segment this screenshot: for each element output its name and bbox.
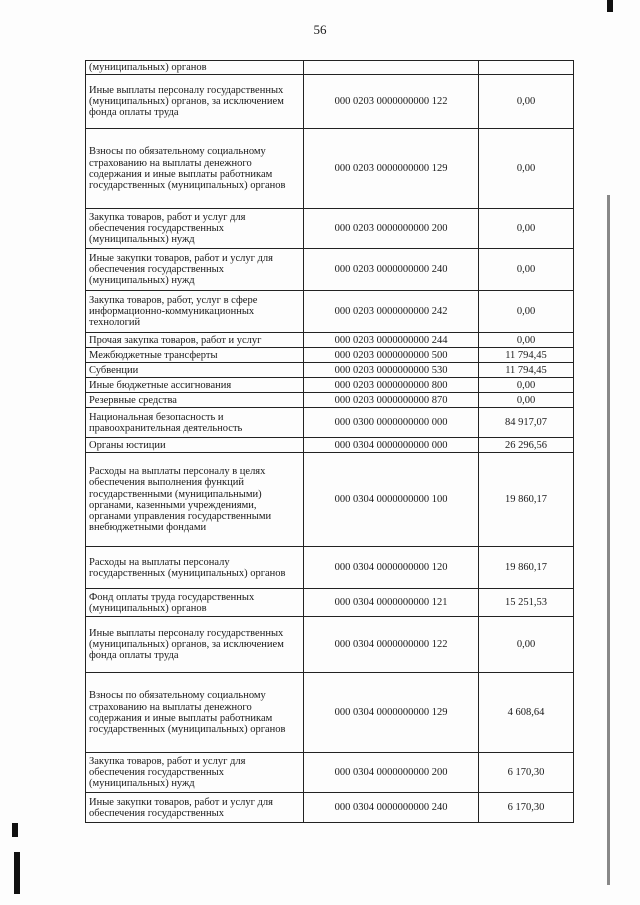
row-code: 000 0304 0000000000 200 (304, 753, 479, 793)
row-code: 000 0203 0000000000 530 (304, 363, 479, 378)
row-sum: 0,00 (479, 393, 574, 408)
row-sum: 0,00 (479, 617, 574, 673)
row-sum: 0,00 (479, 249, 574, 291)
row-name: Фонд оплаты труда государственных (муниципальных) органов (86, 589, 304, 617)
row-sum (479, 61, 574, 75)
table-row (86, 249, 574, 291)
table-row (86, 75, 574, 129)
table-row (86, 61, 574, 75)
row-code: 000 0304 0000000000 121 (304, 589, 479, 617)
row-name: Прочая закупка товаров, работ и услуг (86, 333, 304, 348)
row-sum: 0,00 (479, 75, 574, 129)
row-code: 000 0203 0000000000 500 (304, 348, 479, 363)
row-sum: 19 860,17 (479, 453, 574, 547)
page-number: 56 (313, 22, 327, 37)
table-row (86, 348, 574, 363)
row-sum: 0,00 (479, 129, 574, 209)
row-sum: 0,00 (479, 209, 574, 249)
row-name: Иные выплаты персоналу государственных (муниципальных) органов, за исключением фонда оплаты труда (86, 75, 304, 129)
row-name: Расходы на выплаты персоналу в целях обеспечения выполнения функций государственными (муниципальными) органами, казенными учреждениями, органами управления государственными внебюджетными фондами (86, 453, 304, 547)
row-code: 000 0203 0000000000 129 (304, 129, 479, 209)
row-code: 000 0203 0000000000 122 (304, 75, 479, 129)
row-name: Органы юстиции (86, 438, 304, 453)
row-code: 000 0304 0000000000 122 (304, 617, 479, 673)
table-row (86, 589, 574, 617)
row-name: Межбюджетные трансферты (86, 348, 304, 363)
row-sum: 6 170,30 (479, 793, 574, 823)
row-sum: 6 170,30 (479, 753, 574, 793)
table-row (86, 209, 574, 249)
row-code: 000 0203 0000000000 800 (304, 378, 479, 393)
row-name: Закупка товаров, работ, услуг в сфере информационно-коммуникационных технологий (86, 291, 304, 333)
table-row (86, 333, 574, 348)
row-sum: 0,00 (479, 333, 574, 348)
table-row (86, 793, 574, 823)
table-body (86, 61, 574, 823)
row-sum: 0,00 (479, 378, 574, 393)
table-row (86, 291, 574, 333)
budget-table (85, 60, 574, 823)
table-row (86, 378, 574, 393)
scan-artifact (14, 852, 20, 894)
row-name: Закупка товаров, работ и услуг для обеспечения государственных (муниципальных) нужд (86, 753, 304, 793)
table-row (86, 753, 574, 793)
table-row (86, 673, 574, 753)
row-name: Иные бюджетные ассигнования (86, 378, 304, 393)
table-row (86, 363, 574, 378)
table-row (86, 408, 574, 438)
row-sum: 26 296,56 (479, 438, 574, 453)
row-code: 000 0203 0000000000 244 (304, 333, 479, 348)
scan-artifact (607, 195, 610, 885)
row-code (304, 61, 479, 75)
row-code: 000 0304 0000000000 120 (304, 547, 479, 589)
row-name: Национальная безопасность и правоохранительная деятельность (86, 408, 304, 438)
row-sum: 4 608,64 (479, 673, 574, 753)
table-row (86, 129, 574, 209)
row-name: Взносы по обязательному социальному страхованию на выплаты денежного содержания и иные выплаты работникам государственных (муниципальных) органов (86, 673, 304, 753)
row-sum: 11 794,45 (479, 348, 574, 363)
row-name: Иные выплаты персоналу государственных (муниципальных) органов, за исключением фонда оплаты труда (86, 617, 304, 673)
row-name: Взносы по обязательному социальному страхованию на выплаты денежного содержания и иные выплаты работникам государственных (муниципальных) органов (86, 129, 304, 209)
row-sum: 0,00 (479, 291, 574, 333)
row-code: 000 0300 0000000000 000 (304, 408, 479, 438)
row-name: Закупка товаров, работ и услуг для обеспечения государственных (муниципальных) нужд (86, 209, 304, 249)
row-sum: 15 251,53 (479, 589, 574, 617)
row-code: 000 0203 0000000000 870 (304, 393, 479, 408)
row-code: 000 0304 0000000000 129 (304, 673, 479, 753)
row-name: Субвенции (86, 363, 304, 378)
row-code: 000 0203 0000000000 200 (304, 209, 479, 249)
row-code: 000 0304 0000000000 240 (304, 793, 479, 823)
table-row (86, 453, 574, 547)
row-code: 000 0304 0000000000 100 (304, 453, 479, 547)
row-code: 000 0203 0000000000 242 (304, 291, 479, 333)
row-sum: 19 860,17 (479, 547, 574, 589)
row-name: Иные закупки товаров, работ и услуг для обеспечения государственных (муниципальных) нужд (86, 249, 304, 291)
row-name: (муниципальных) органов (86, 61, 304, 75)
row-sum: 11 794,45 (479, 363, 574, 378)
table-row (86, 617, 574, 673)
row-code: 000 0304 0000000000 000 (304, 438, 479, 453)
row-name: Расходы на выплаты персоналу государственных (муниципальных) органов (86, 547, 304, 589)
row-name: Резервные средства (86, 393, 304, 408)
row-sum: 84 917,07 (479, 408, 574, 438)
scan-artifact (12, 823, 18, 837)
table-row (86, 547, 574, 589)
scan-artifact (607, 0, 613, 12)
table-row (86, 393, 574, 408)
table-row (86, 438, 574, 453)
row-name: Иные закупки товаров, работ и услуг для обеспечения государственных (86, 793, 304, 823)
row-code: 000 0203 0000000000 240 (304, 249, 479, 291)
